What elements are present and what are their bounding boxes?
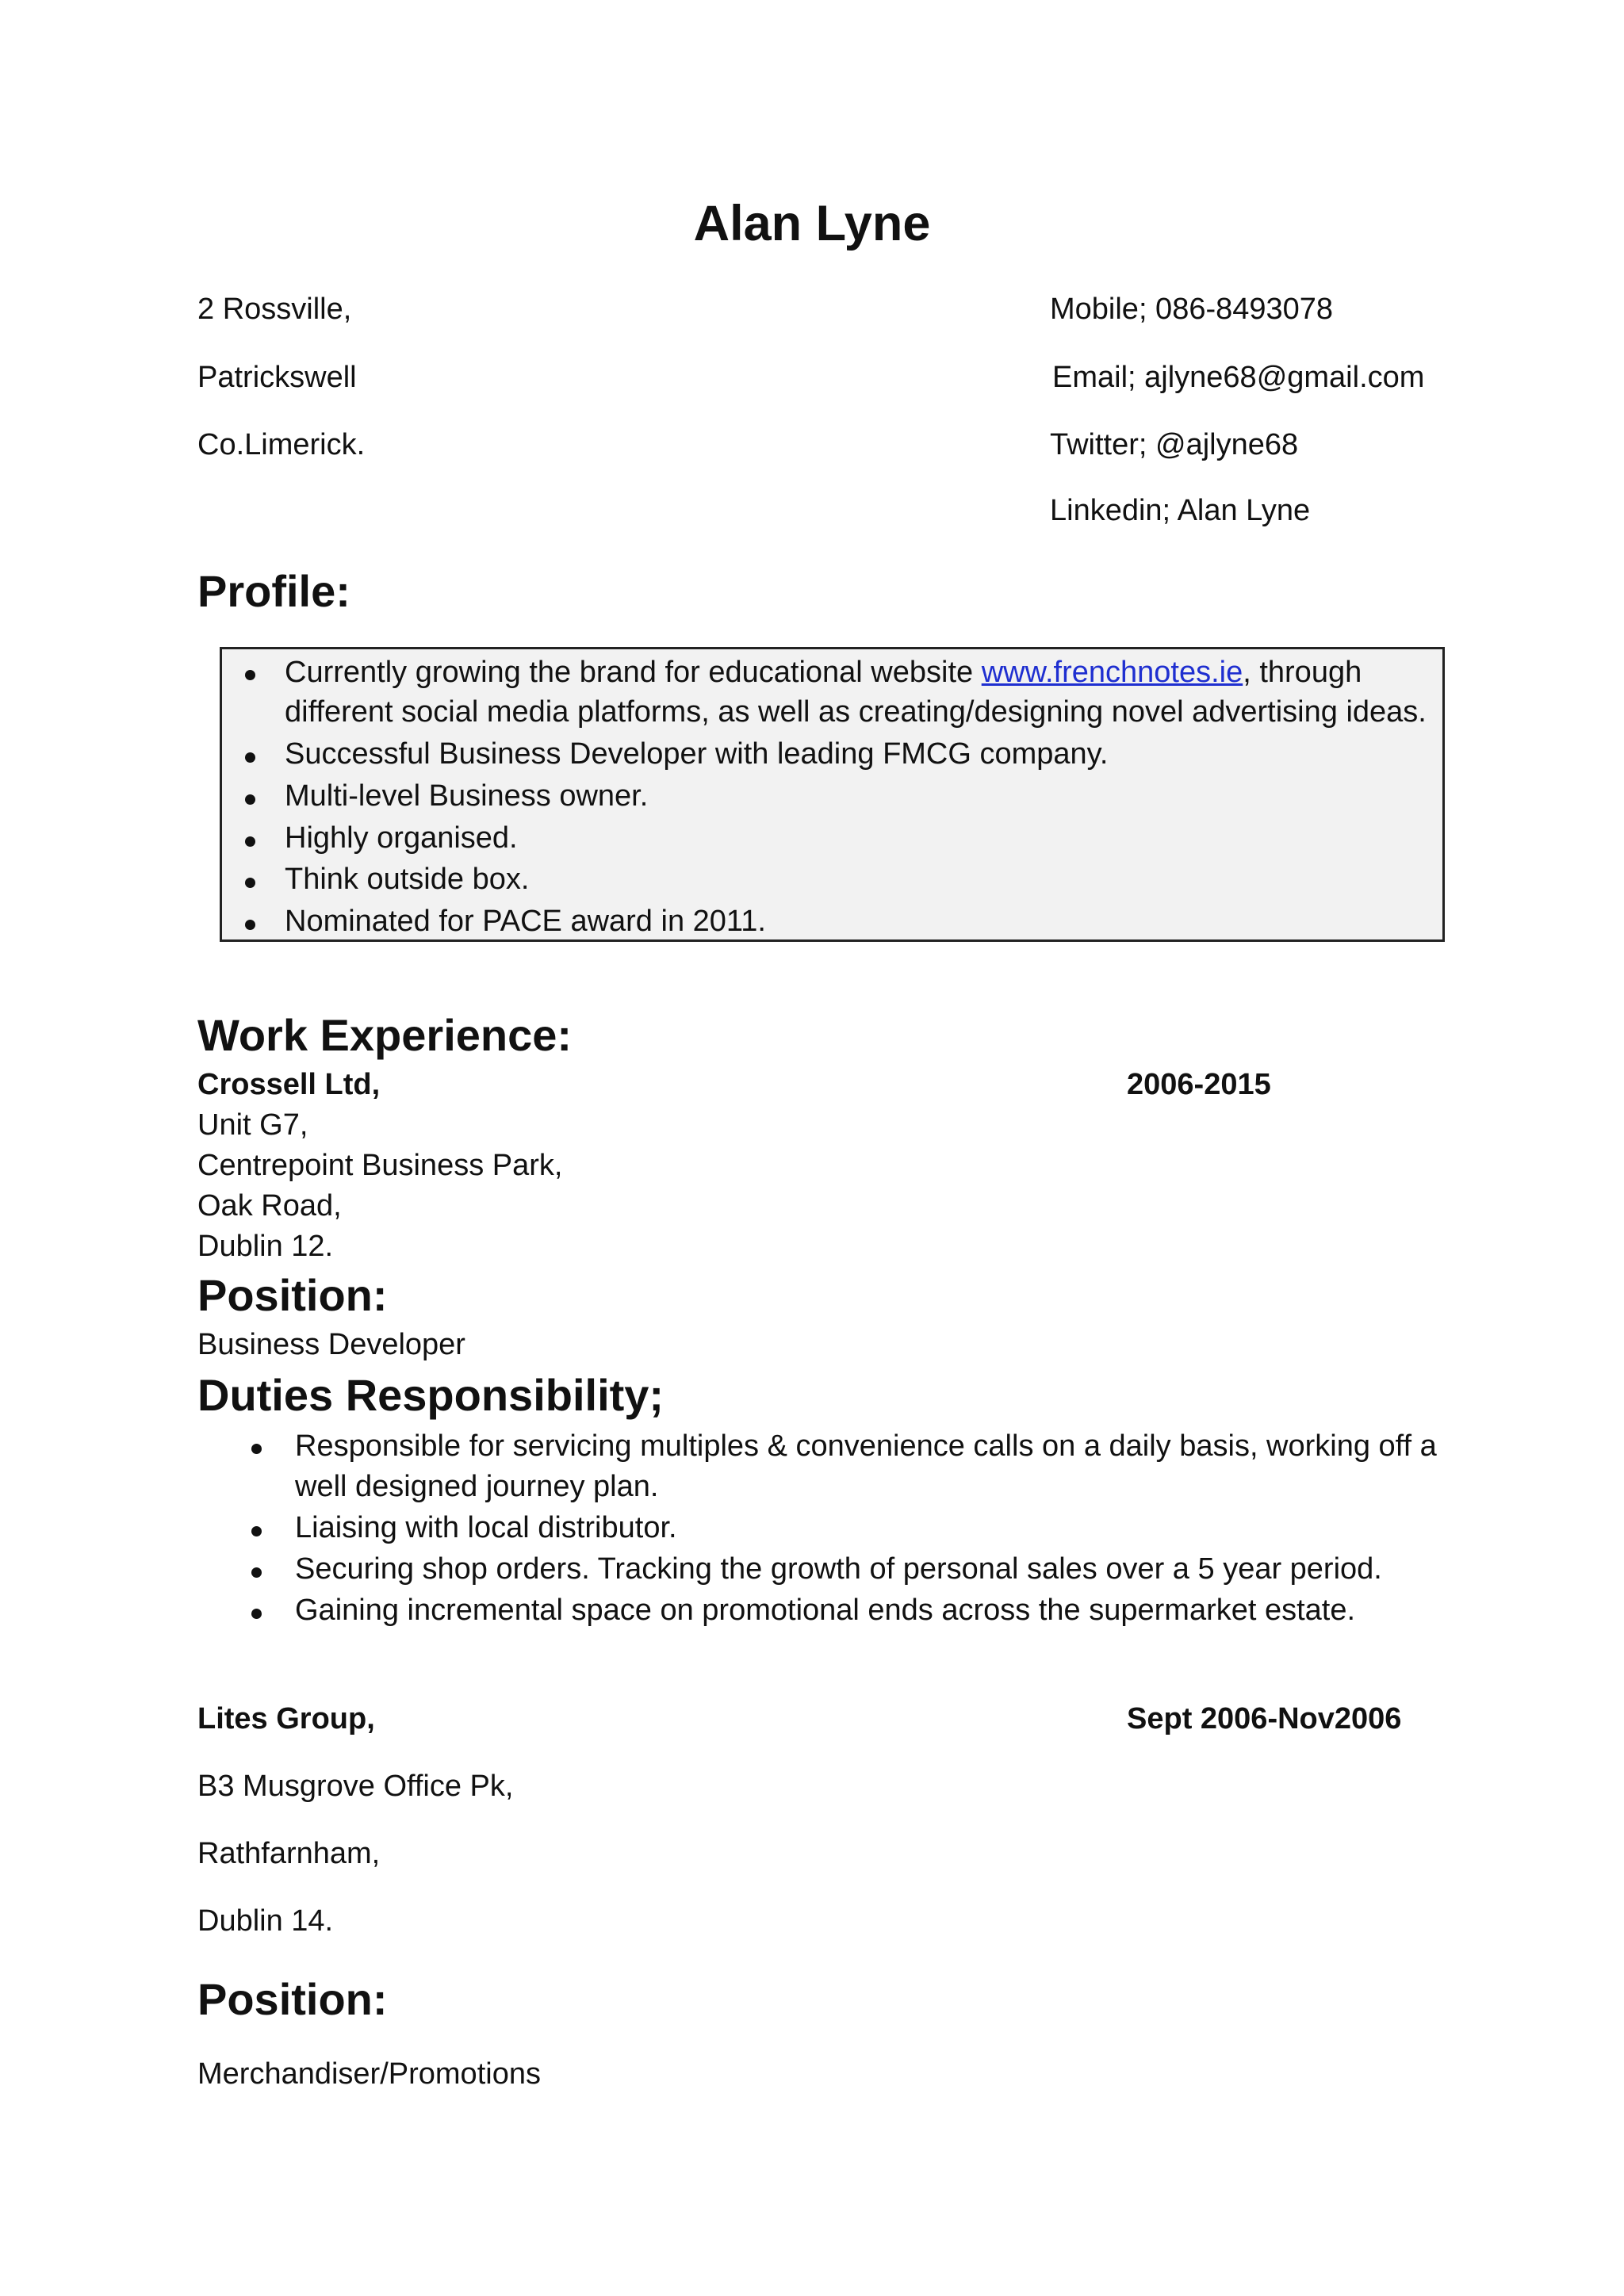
bullet-icon (245, 920, 255, 930)
job-2-address-line-3: Dublin 14. (197, 1904, 334, 1938)
profile-heading: Profile: (197, 566, 350, 616)
job-1-address-line-3: Oak Road, (197, 1189, 342, 1223)
profile-item-1-line-1 (285, 655, 1362, 691)
profile-item-3: Multi-level Business owner. (285, 779, 649, 813)
job-2-address-line-2: Rathfarnham, (197, 1837, 381, 1870)
job-1-duty-4: Gaining incremental space on promotional ends across the supermarket estate. (295, 1594, 1356, 1627)
job-1-company: Crossell Ltd, (197, 1068, 381, 1101)
bullet-icon (245, 670, 255, 680)
profile-item-2: Successful Business Developer with leading FMCG company. (285, 737, 1109, 771)
job-2-address-line-1: B3 Musgrove Office Pk, (197, 1770, 514, 1803)
job-2-dates: Sept 2006-Nov2006 (1127, 1702, 1402, 1735)
job-1-address-line-2: Centrepoint Business Park, (197, 1149, 563, 1182)
contact-linkedin: Linkedin; Alan Lyne (1050, 494, 1311, 527)
bullet-icon (245, 752, 255, 763)
job-1-position: Business Developer (197, 1328, 465, 1361)
profile-item-1-line-2: different social media platforms, as well as creating/designing novel advertising ideas. (285, 695, 1427, 729)
job-2-position: Merchandiser/Promotions (197, 2057, 541, 2091)
bullet-icon (251, 1526, 262, 1536)
profile-item-6: Nominated for PACE award in 2011. (285, 905, 766, 938)
bullet-icon (245, 878, 255, 888)
frenchnotes-link[interactable]: www.frenchnotes.ie (981, 656, 1243, 689)
job-1-duty-2: Liaising with local distributor. (295, 1511, 677, 1544)
job-1-address-line-4: Dublin 12. (197, 1230, 334, 1263)
address-line-1: 2 Rossville, (197, 293, 352, 326)
bullet-icon (251, 1609, 262, 1619)
job-1-duties-heading: Duties Responsibility; (197, 1370, 665, 1420)
job-1-address-line-1: Unit G7, (197, 1108, 308, 1142)
contact-twitter: Twitter; @ajlyne68 (1050, 428, 1299, 461)
contact-mobile: Mobile; 086-8493078 (1050, 293, 1334, 326)
job-1-duty-1-line-2: well designed journey plan. (295, 1470, 659, 1503)
work-experience-heading: Work Experience: (197, 1010, 573, 1060)
bullet-icon (245, 794, 255, 805)
profile-item-1-text-tail: , through (1243, 656, 1362, 689)
job-1-duty-1-line-1: Responsible for servicing multiples & convenience calls on a daily basis, working off a (295, 1429, 1437, 1463)
job-1-dates: 2006-2015 (1127, 1068, 1271, 1101)
bullet-icon (251, 1444, 262, 1454)
address-line-3: Co.Limerick. (197, 428, 366, 461)
job-1-position-heading: Position: (197, 1270, 388, 1320)
bullet-icon (245, 836, 255, 847)
profile-item-4: Highly organised. (285, 821, 518, 855)
candidate-name: Alan Lyne (693, 196, 931, 251)
profile-item-5: Think outside box. (285, 863, 530, 896)
job-2-company: Lites Group, (197, 1702, 375, 1735)
contact-email: Email; ajlyne68@gmail.com (1052, 361, 1425, 394)
bullet-icon (251, 1567, 262, 1578)
profile-item-1-text: Currently growing the brand for educational website (285, 656, 982, 689)
job-2-position-heading: Position: (197, 1974, 388, 2024)
address-line-2: Patrickswell (197, 361, 357, 394)
job-1-duty-3: Securing shop orders. Tracking the growth of personal sales over a 5 year period. (295, 1552, 1382, 1586)
